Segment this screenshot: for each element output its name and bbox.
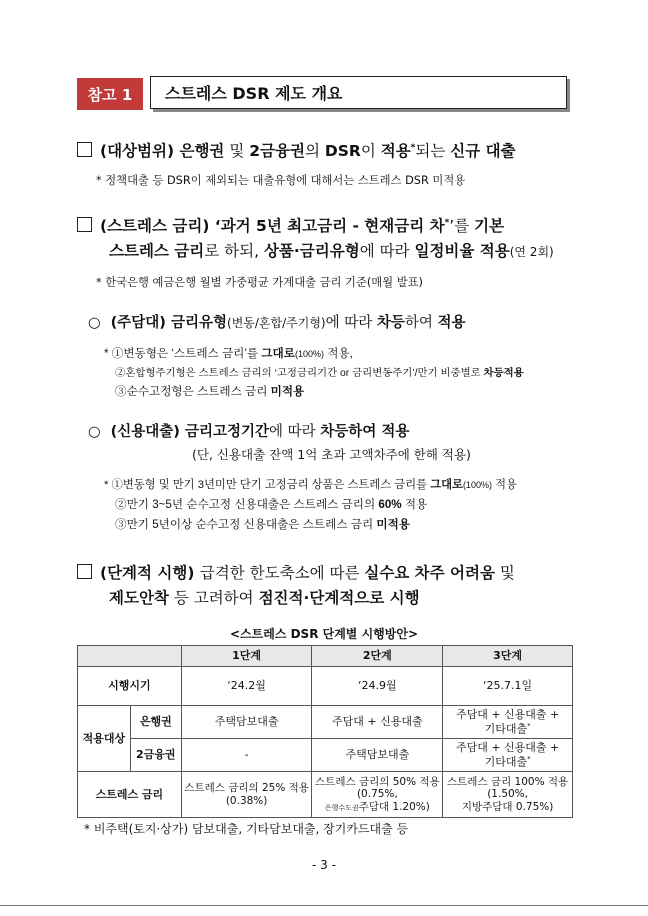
credit-loan-heading: ○ (신용대출) 금리고정기간에 따라 차등하여 적용 — [88, 424, 410, 440]
cell: ‘25.7.1일 — [443, 667, 573, 706]
stress-rate-heading-line1: (스트레스 금리) ‘과거 5년 최고금리 - 현재금리 차*’를 기본 — [77, 214, 504, 236]
table-header-row — [78, 646, 573, 667]
table-row — [78, 772, 573, 818]
section-title-box — [150, 76, 567, 109]
header-stage-2: 2단계 — [312, 646, 443, 667]
circle-bullet-icon: ○ — [88, 424, 101, 440]
cell: 주담대 + 신용대출 — [312, 706, 443, 739]
header-stage-1: 1단계 — [181, 646, 312, 667]
credit-loan-condition: (단, 신용대출 잔액 1억 초과 고액차주에 한해 적용) — [192, 447, 471, 462]
mortgage-note-1: * ①변동형은 ‘스트레스 금리’를 그대로(100%) 적용, — [104, 347, 353, 360]
cell: 주담대 + 신용대출 + 기타대출* — [443, 739, 573, 772]
row-label-bank: 은행권 — [130, 706, 181, 739]
cell: 스트레스 금리의 50% 적용 (0.75%, 은행수도권주담대 1.20%) — [312, 772, 443, 818]
header-stage-3: 3단계 — [443, 646, 573, 667]
cell: 스트레스 금리 100% 적용 (1.50%, 지방주담대 0.75%) — [443, 772, 573, 818]
row-label-timing: 시행시기 — [78, 667, 182, 706]
checkbox-bullet-icon — [77, 142, 92, 157]
cell: 스트레스 금리의 25% 적용 (0.38%) — [181, 772, 312, 818]
section-title: 스트레스 DSR 제도 개요 — [165, 84, 343, 103]
scope-heading: (대상범위) 은행권 및 2금융권의 DSR이 적용*되는 신규 대출 — [77, 139, 516, 161]
table-footnote: * 비주택(토지·상가) 담보대출, 기타담보대출, 장기카드대출 등 — [84, 822, 409, 836]
phased-heading-line2: 제도안착 등 고려하여 점진적·단계적으로 시행 — [109, 589, 420, 607]
reference-tag: 참고 1 — [77, 78, 143, 110]
table-row — [78, 667, 573, 706]
cell: 주담대 + 신용대출 + 기타대출* — [443, 706, 573, 739]
page-number: - 3 - — [312, 858, 336, 872]
row-group-target: 적용대상 — [78, 706, 131, 772]
cell: ‘24.2월 — [181, 667, 312, 706]
table-row — [78, 739, 573, 772]
credit-loan-note-3: ③만기 5년이상 순수고정 신용대출은 스트레스 금리 미적용 — [115, 518, 410, 531]
mortgage-note-3: ③순수고정형은 스트레스 금리 미적용 — [115, 385, 305, 398]
circle-bullet-icon: ○ — [88, 315, 101, 331]
row-label-2nd-tier: 2금융권 — [130, 739, 181, 772]
table-row — [78, 706, 573, 739]
phased-heading-line1: (단계적 시행) 급격한 한도축소에 따른 실수요 차주 어려움 및 — [77, 561, 515, 583]
cell: ‘24.9월 — [312, 667, 443, 706]
stress-rate-note: * 한국은행 예금은행 월별 가중평균 가계대출 금리 기준(매월 발표) — [96, 276, 423, 289]
credit-loan-note-1: * ①변동형 및 만기 3년미만 단기 고정금리 상품은 스트레스 금리를 그대로(100%) 적용 — [104, 479, 517, 491]
mortgage-heading: ○ (주담대) 금리유형(변동/혼합/주기형)에 따라 차등하여 적용 — [88, 315, 466, 331]
implementation-table — [77, 645, 573, 818]
cell: 주택담보대출 — [312, 739, 443, 772]
cell: 주택담보대출 — [181, 706, 312, 739]
checkbox-bullet-icon — [77, 564, 92, 579]
table-caption: <스트레스 DSR 단계별 시행방안> — [230, 627, 418, 641]
row-label-stress-rate: 스트레스 금리 — [78, 772, 182, 818]
credit-loan-note-2: ②만기 3~5년 순수고정 신용대출은 스트레스 금리의 60% 적용 — [115, 498, 428, 511]
mortgage-note-2: ②혼합형주기형은 스트레스 금리의 ‘고정금리기간 or 금리변동주기’/만기 비중별로 차등적용 — [115, 368, 524, 379]
header-empty — [78, 646, 182, 667]
page-divider — [0, 905, 648, 906]
checkbox-bullet-icon — [77, 217, 92, 232]
cell: - — [181, 739, 312, 772]
scope-note: * 정책대출 등 DSR이 제외되는 대출유형에 대해서는 스트레스 DSR 미적용 — [96, 174, 466, 187]
stress-rate-heading-line2: 스트레스 금리로 하되, 상품·금리유형에 따라 일정비율 적용(연 2회) — [109, 242, 554, 260]
